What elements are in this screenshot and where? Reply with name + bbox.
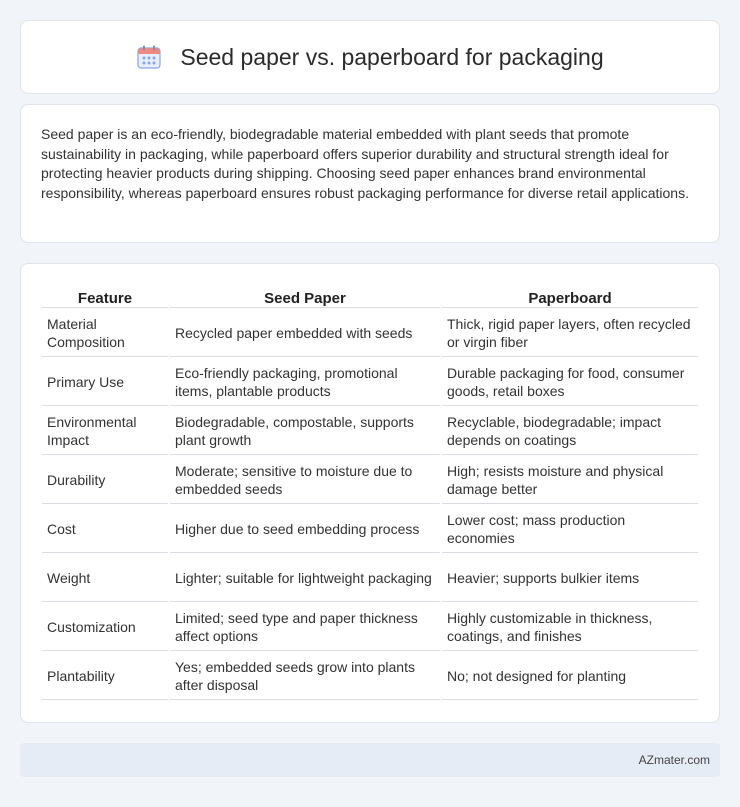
seed-paper-cell: Moderate; sensitive to moisture due to embedded seeds: [170, 457, 440, 504]
paperboard-cell: Recyclable, biodegradable; impact depends on coatings: [442, 408, 698, 455]
feature-cell: Environmental Impact: [42, 408, 168, 455]
paperboard-cell: Thick, rigid paper layers, often recycled or virgin fiber: [442, 310, 698, 357]
table-row: [42, 457, 698, 504]
table-row: [42, 653, 698, 700]
column-header-feature: Feature: [42, 286, 168, 308]
table-row: [42, 506, 698, 553]
paperboard-cell: Highly customizable in thickness, coatings, and finishes: [442, 604, 698, 651]
seed-paper-cell: Limited; seed type and paper thickness affect options: [170, 604, 440, 651]
footer-brand: AZmater.com: [638, 753, 710, 767]
intro-card: [20, 104, 720, 243]
paperboard-cell: Lower cost; mass production economies: [442, 506, 698, 553]
seed-paper-cell: Yes; embedded seeds grow into plants after disposal: [170, 653, 440, 700]
feature-cell: Material Composition: [42, 310, 168, 357]
paperboard-cell: High; resists moisture and physical damage better: [442, 457, 698, 504]
seed-paper-cell: Eco-friendly packaging, promotional items, plantable products: [170, 359, 440, 406]
comparison-table-card: [20, 263, 720, 723]
table-row: [42, 555, 698, 602]
table-row: [42, 310, 698, 357]
comparison-table: [40, 284, 700, 702]
seed-paper-cell: Lighter; suitable for lightweight packaging: [170, 555, 440, 602]
calendar-icon: [136, 44, 162, 70]
table-row: [42, 359, 698, 406]
title-card: [20, 20, 720, 94]
feature-cell: Cost: [42, 506, 168, 553]
seed-paper-cell: Recycled paper embedded with seeds: [170, 310, 440, 357]
feature-cell: Customization: [42, 604, 168, 651]
column-header-paperboard: Paperboard: [442, 286, 698, 308]
column-header-seed-paper: Seed Paper: [170, 286, 440, 308]
paperboard-cell: Heavier; supports bulkier items: [442, 555, 698, 602]
table-header-row: [42, 286, 698, 308]
seed-paper-cell: Higher due to seed embedding process: [170, 506, 440, 553]
feature-cell: Durability: [42, 457, 168, 504]
paperboard-cell: Durable packaging for food, consumer goods, retail boxes: [442, 359, 698, 406]
table-row: [42, 408, 698, 455]
footer-bar: [20, 743, 720, 777]
table-row: [42, 604, 698, 651]
page-title: Seed paper vs. paperboard for packaging: [180, 43, 604, 70]
seed-paper-cell: Biodegradable, compostable, supports plant growth: [170, 408, 440, 455]
intro-text: Seed paper is an eco-friendly, biodegradable material embedded with plant seeds that promote sustainability in packaging, while paperboard offers superior durability and structural strength ideal for protecting heavier products during shipping. Choosing seed paper enhances brand environmental responsibility, whereas paperboard ensures robust packaging performance for diverse retail applications.: [41, 126, 689, 201]
paperboard-cell: No; not designed for planting: [442, 653, 698, 700]
feature-cell: Weight: [42, 555, 168, 602]
feature-cell: Plantability: [42, 653, 168, 700]
feature-cell: Primary Use: [42, 359, 168, 406]
